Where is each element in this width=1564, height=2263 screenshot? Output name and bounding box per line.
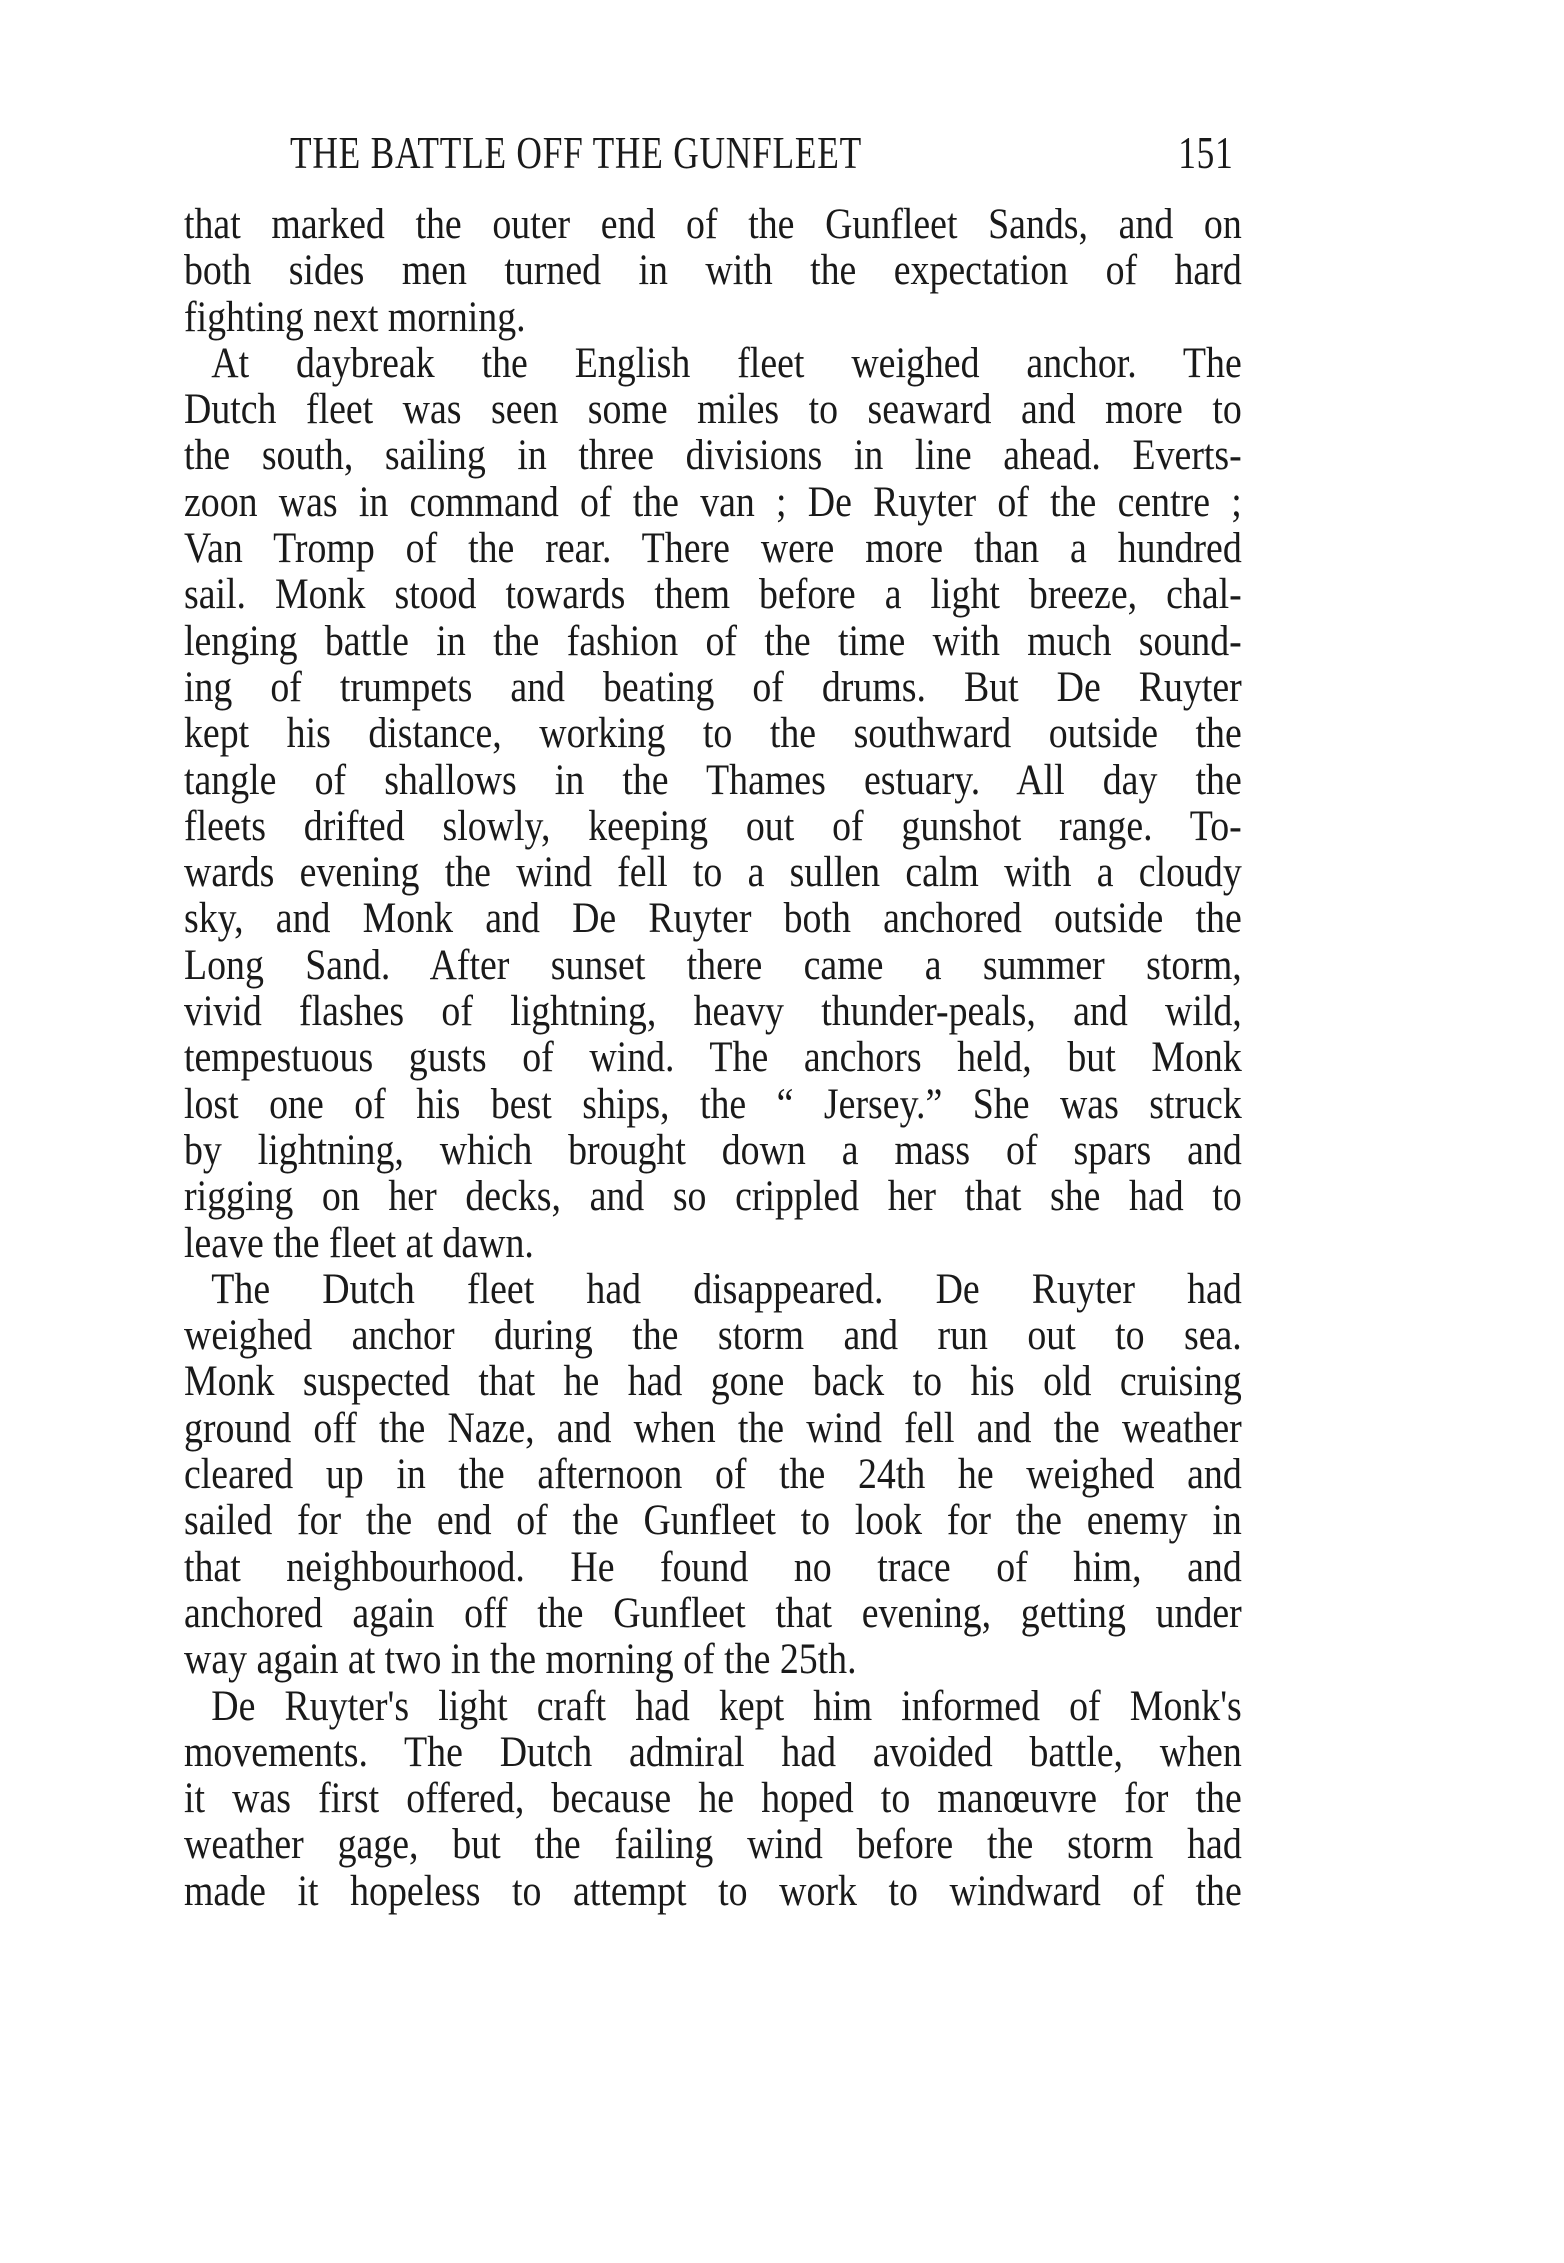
text-line: that neighbourhood. He found no trace of him, and (184, 1543, 1242, 1591)
text-line: the south, sailing in three divisions in line ahead. Everts- (184, 432, 1242, 480)
running-header (290, 128, 1234, 178)
text-line: weather gage, but the failing wind before the storm had (184, 1821, 1242, 1869)
text-line: Monk suspected that he had gone back to his old cruising (184, 1358, 1242, 1406)
text-line: it was first offered, because he hoped to manœuvre for the (184, 1775, 1242, 1823)
text-line: anchored again off the Gunfleet that evening, getting under (184, 1589, 1242, 1637)
text-line: movements. The Dutch admiral had avoided battle, when (184, 1728, 1242, 1776)
text-line: sail. Monk stood towards them before a light breeze, chal- (184, 571, 1242, 619)
text-line: sailed for the end of the Gunfleet to look for the enemy in (184, 1497, 1242, 1545)
paragraph (184, 341, 1386, 1267)
text-line: zoon was in command of the van ; De Ruyter of the centre ; (184, 478, 1242, 526)
text-line: made it hopeless to attempt to work to windward of the (184, 1867, 1242, 1915)
text-line: ground off the Naze, and when the wind fell and the weather (184, 1404, 1242, 1452)
text-line: lenging battle in the fashion of the time with much sound- (184, 617, 1242, 665)
text-line: cleared up in the afternoon of the 24th he weighed and (184, 1451, 1242, 1499)
text-line: that marked the outer end of the Gunfleet Sands, and on (184, 201, 1242, 248)
text-line: rigging on her decks, and so crippled her that she had to (184, 1173, 1242, 1221)
text-line: Dutch fleet was seen some miles to seaward and more to (184, 386, 1242, 434)
text-line: De Ruyter's light craft had kept him informed of Monk's (211, 1682, 1242, 1730)
text-line: Long Sand. After sunset there came a summer storm, (184, 941, 1242, 989)
text-line: lost one of his best ships, the “ Jersey.” She was struck (184, 1080, 1242, 1128)
text-line: At daybreak the English fleet weighed anchor. The (211, 339, 1242, 387)
text-line: wards evening the wind fell to a sullen calm with a cloudy (184, 849, 1242, 897)
paragraph (184, 1267, 1386, 1684)
text-line: The Dutch fleet had disappeared. De Ruyter had (211, 1265, 1242, 1313)
text-line: fighting next morning. (184, 293, 526, 341)
text-line: vivid flashes of lightning, heavy thunder-peals, and wild, (184, 988, 1242, 1036)
page-body (184, 202, 1386, 1915)
text-line: by lightning, which brought down a mass of spars and (184, 1126, 1242, 1174)
paragraph (184, 202, 1386, 341)
text-line: tangle of shallows in the Thames estuary. All day the (184, 756, 1242, 804)
text-line: kept his distance, working to the southward outside the (184, 710, 1242, 758)
text-line: tempestuous gusts of wind. The anchors held, but Monk (184, 1034, 1242, 1082)
text-line: Van Tromp of the rear. There were more than a hundred (184, 525, 1242, 573)
running-header-title: THE BATTLE OFF THE GUNFLEET (290, 128, 862, 178)
page-number: 151 (1178, 128, 1234, 178)
text-line: both sides men turned in with the expectation of hard (184, 247, 1242, 295)
text-line: weighed anchor during the storm and run out to sea. (184, 1312, 1242, 1360)
text-line: sky, and Monk and De Ruyter both anchored outside the (184, 895, 1242, 943)
text-line: ing of trumpets and beating of drums. But De Ruyter (184, 663, 1242, 711)
text-line: leave the fleet at dawn. (184, 1219, 534, 1267)
text-line: fleets drifted slowly, keeping out of gunshot range. To- (184, 802, 1242, 850)
paragraph (184, 1684, 1386, 1915)
text-line: way again at two in the morning of the 25th. (184, 1636, 857, 1684)
